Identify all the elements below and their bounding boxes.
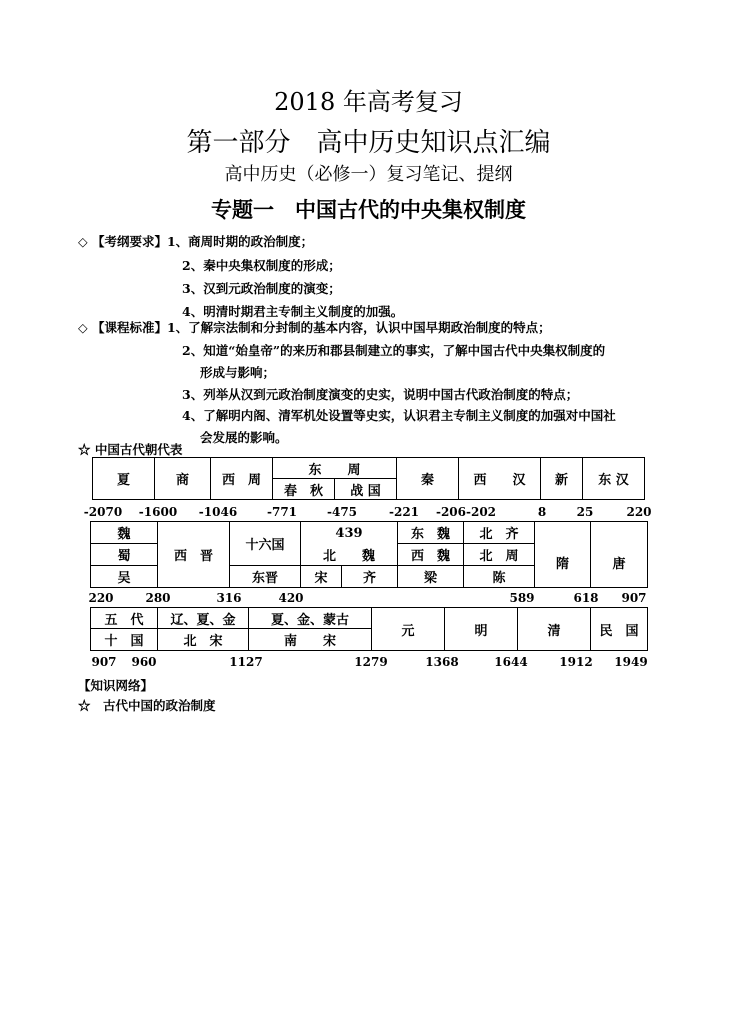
dynasty-cell: 秦 [396, 457, 459, 500]
dynasty-cell: 清 [517, 607, 591, 651]
dynasty-cell: 齐 [341, 565, 398, 588]
kecheng-item: 3、列举从汉到元政治制度演变的史实，说明中国古代政治制度的特点； [182, 387, 579, 402]
kecheng-item: 2、知道“始皇帝”的来历和郡县制建立的事实，了解中国古代中央集权制度的 [182, 343, 606, 358]
year-label: 907 [621, 591, 647, 605]
year-label: 25 [576, 505, 594, 519]
dynasty-cell: 十六国 [229, 521, 301, 566]
dynasty-cell: 北 宋 [157, 628, 249, 651]
dynasty-cell: 东 汉 [582, 457, 645, 500]
dynasty-cell: 民 国 [590, 607, 648, 651]
kecheng-item: 会发展的影响。 [200, 430, 288, 445]
dynasty-cell: 商 [154, 457, 211, 500]
year-label: -206-202 [435, 505, 497, 519]
dynasty-cell: 南 宋 [248, 628, 372, 651]
year-label: 1644 [494, 655, 528, 669]
year-label: 1127 [229, 655, 263, 669]
year-label: 1368 [425, 655, 459, 669]
kecheng-item: 形成与影响； [200, 365, 276, 380]
year-label: 1949 [614, 655, 648, 669]
kaogang-item: 4、明清时期君主专制主义制度的加强。 [182, 304, 404, 319]
dynasty-cell: 魏 [90, 521, 158, 544]
kaogang-label: ◇ 【考纲要求】1、商周时期的政治制度； [78, 234, 314, 249]
year-label: 220 [88, 591, 114, 605]
dynasty-cell: 宋 [300, 565, 342, 588]
year-label: -1046 [198, 505, 238, 519]
dynasty-cell: 东 周 [272, 457, 397, 479]
year-label: -221 [388, 505, 420, 519]
dynasty-cell: 春 秋 [272, 478, 335, 500]
kecheng-item: 4、了解明内阁、清军机处设置等史实，认识君主专制主义制度的加强对中国社 [182, 408, 616, 423]
year-label: 316 [216, 591, 242, 605]
dynasty-cell: 西 汉 [458, 457, 541, 500]
year-label: 8 [537, 505, 547, 519]
year-label: 618 [573, 591, 599, 605]
title-line-1: 2018 年高考复习 [274, 88, 463, 116]
dynasty-cell: 战 国 [334, 478, 397, 500]
dynasty-cell: 夏、金、蒙古 [248, 607, 372, 629]
dynasty-heading: ☆ 中国古代朝代表 [78, 442, 183, 457]
dynasty-cell: 元 [371, 607, 445, 651]
dynasty-cell: 明 [444, 607, 518, 651]
kecheng-label: ◇ 【课程标准】1、了解宗法制和分封制的基本内容，认识中国早期政治制度的特点； [78, 320, 551, 335]
dynasty-cell: 隋 [534, 521, 591, 588]
dynasty-cell: 梁 [397, 565, 464, 588]
year-label: 220 [626, 505, 652, 519]
year-label: 1912 [559, 655, 593, 669]
year-label: 589 [509, 591, 535, 605]
topic-title: 专题一 中国古代的中央集权制度 [211, 198, 526, 222]
year-label: 960 [131, 655, 157, 669]
dynasty-cell: 辽、夏、金 [157, 607, 249, 629]
dynasty-cell: 东 魏 [397, 521, 464, 544]
dynasty-cell: 夏 [92, 457, 155, 500]
dynasty-cell: 东晋 [229, 565, 301, 588]
title-line-3: 高中历史（必修一）复习笔记、提纲 [224, 164, 513, 185]
year-label: -475 [326, 505, 358, 519]
year-label: 420 [278, 591, 304, 605]
dynasty-cell: 陈 [463, 565, 535, 588]
dynasty-cell: 西 魏 [397, 543, 464, 566]
dynasty-cell: 唐 [590, 521, 648, 588]
dynasty-cell: 蜀 [90, 543, 158, 566]
dynasty-cell: 北 周 [463, 543, 535, 566]
year-label: -771 [266, 505, 298, 519]
dynasty-cell: 新 [540, 457, 583, 500]
dynasty-cell: 北 齐 [463, 521, 535, 544]
year-label: 1279 [354, 655, 388, 669]
year-label: -2070 [83, 505, 123, 519]
section-heading: ☆ 古代中国的政治制度 [78, 698, 216, 713]
dynasty-cell: 西 周 [210, 457, 273, 500]
kaogang-item: 3、汉到元政治制度的演变； [182, 281, 341, 296]
dynasty-cell: 十 国 [90, 628, 158, 651]
title-line-2: 第一部分 高中历史知识点汇编 [186, 128, 551, 158]
dynasty-cell: 439 [300, 521, 398, 544]
kaogang-item: 2、秦中央集权制度的形成； [182, 258, 341, 273]
year-label: -1600 [138, 505, 178, 519]
year-label: 280 [145, 591, 171, 605]
dynasty-cell: 西 晋 [157, 521, 230, 588]
dynasty-cell: 五 代 [90, 607, 158, 629]
year-label: 907 [91, 655, 117, 669]
dynasty-cell: 吴 [90, 565, 158, 588]
dynasty-cell: 北 魏 [300, 543, 398, 566]
knowledge-network-heading: 【知识网络】 [78, 678, 154, 693]
